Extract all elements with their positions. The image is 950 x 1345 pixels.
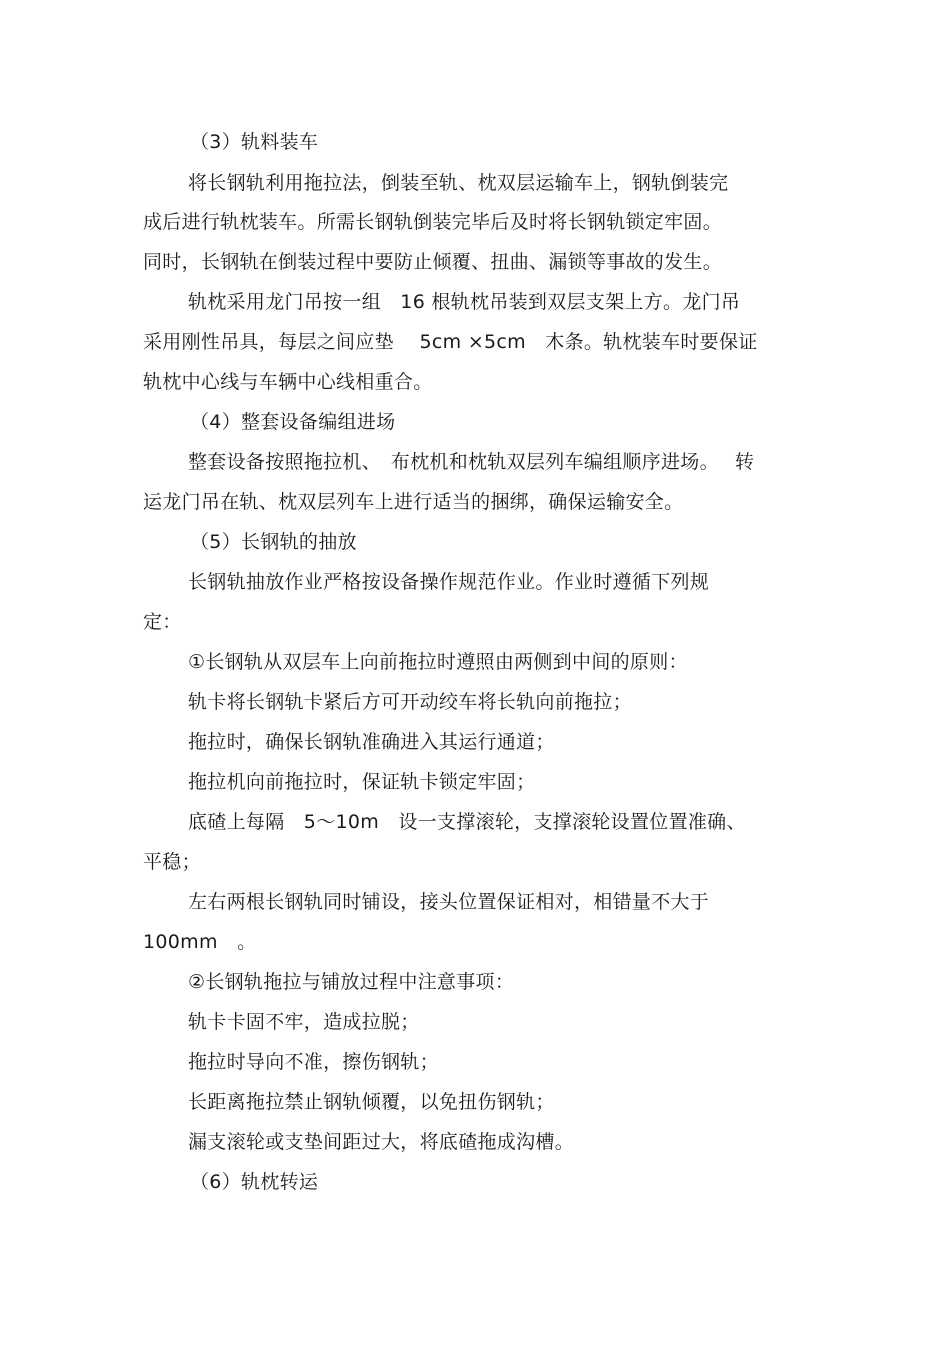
paragraph-line: 采用刚性吊具，每层之间应垫 5cm ×5cm 木条。轨枕装车时要保证 bbox=[143, 331, 758, 353]
paragraph-line: 长钢轨抽放作业严格按设备操作规范作业。作业时遵循下列规 bbox=[188, 571, 710, 593]
paragraph-line: 同时，长钢轨在倒装过程中要防止倾覆、扭曲、漏锁等事故的发生。 bbox=[143, 251, 723, 273]
list-item-continued: 平稳； bbox=[143, 851, 201, 873]
list-item: 轨卡卡固不牢，造成拉脱； bbox=[188, 1011, 420, 1033]
list-item: 拖拉时导向不准，擦伤钢轨； bbox=[188, 1051, 439, 1073]
list-item: 左右两根长钢轨同时铺设，接头位置保证相对，相错量不大于 bbox=[188, 891, 710, 913]
list-item: 轨卡将长钢轨卡紧后方可开动绞车将长轨向前拖拉； bbox=[188, 691, 632, 713]
paragraph-line: 轨枕中心线与车辆中心线相重合。 bbox=[143, 371, 433, 393]
list-item: 长距离拖拉禁止钢轨倾覆，以免扭伤钢轨； bbox=[188, 1091, 555, 1113]
list-item: 漏支滚轮或支垫间距过大，将底碴拖成沟槽。 bbox=[188, 1131, 575, 1153]
section-heading-5: （5）长钢轨的抽放 bbox=[190, 531, 357, 553]
list-item: 拖拉时，确保长钢轨准确进入其运行通道； bbox=[188, 731, 555, 753]
paragraph-line: 运龙门吊在轨、枕双层列车上进行适当的捆绑，确保运输安全。 bbox=[143, 491, 684, 513]
section-heading-6: （6）轨枕转运 bbox=[190, 1171, 319, 1193]
list-item: 底碴上每隔 5～10m 设一支撑滚轮，支撑滚轮设置位置准确、 bbox=[188, 811, 746, 833]
section-heading-3: （3）轨料装车 bbox=[190, 131, 319, 153]
list-item: 拖拉机向前拖拉时，保证轨卡锁定牢固； bbox=[188, 771, 536, 793]
paragraph-line: 将长钢轨利用拖拉法，倒装至轨、枕双层运输车上，钢轨倒装完 bbox=[188, 172, 729, 194]
paragraph-line: 轨枕采用龙门吊按一组 16 根轨枕吊装到双层支架上方。龙门吊 bbox=[188, 291, 741, 313]
section-heading-4: （4）整套设备编组进场 bbox=[190, 411, 396, 433]
paragraph-line: 成后进行轨枕装车。所需长钢轨倒装完毕后及时将长钢轨锁定牢固。 bbox=[143, 211, 723, 233]
paragraph-line: 定： bbox=[143, 611, 182, 633]
list-heading-1: ①长钢轨从双层车上向前拖拉时遵照由两侧到中间的原则： bbox=[188, 651, 688, 673]
list-item-continued: 100mm 。 bbox=[143, 931, 257, 953]
list-heading-2: ②长钢轨拖拉与铺放过程中注意事项： bbox=[188, 971, 515, 993]
paragraph-line: 整套设备按照拖拉机、 布枕机和枕轨双层列车编组顺序进场。 转 bbox=[188, 451, 755, 473]
